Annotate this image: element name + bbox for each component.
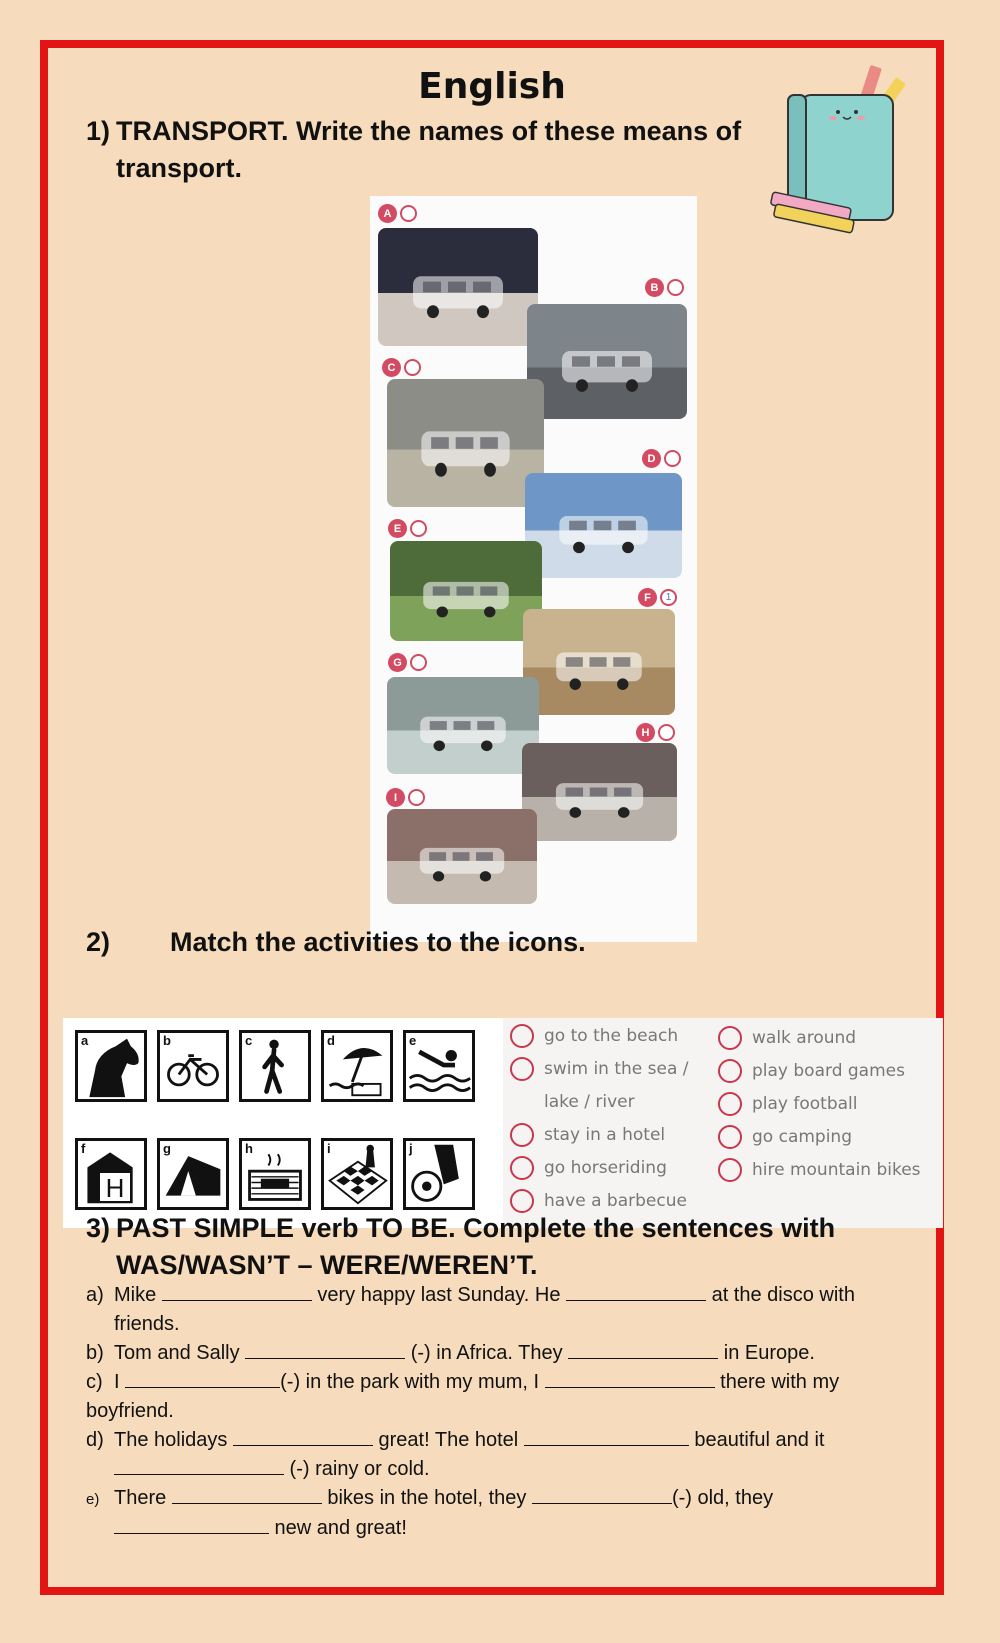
train-photo <box>387 379 544 507</box>
section-1-heading <box>86 113 741 187</box>
monorail-photo <box>378 228 538 346</box>
answer-blank[interactable] <box>245 1340 405 1359</box>
sentence-text: beautiful and it <box>688 1429 825 1451</box>
hotel-letter: H <box>100 1173 130 1201</box>
activity-label: lake / river <box>544 1092 635 1112</box>
activity-right-3[interactable] <box>718 1125 852 1149</box>
marker-f <box>638 588 677 607</box>
sentence-text: Mike <box>114 1284 162 1306</box>
sentence-text: There <box>114 1487 172 1509</box>
section-3-heading <box>86 1210 835 1284</box>
sentence-label: b) <box>86 1342 104 1364</box>
marker-a <box>378 204 417 223</box>
activity-label: hire mountain bikes <box>752 1160 921 1180</box>
page-title: English <box>418 66 566 107</box>
activity-right-0[interactable] <box>718 1026 856 1050</box>
icon-cell-g <box>157 1138 229 1210</box>
answer-circle[interactable] <box>667 279 684 296</box>
car-photo <box>527 304 687 419</box>
activity-label: swim in the sea / <box>544 1059 689 1079</box>
sentence-text: very happy last Sunday. He <box>311 1284 567 1306</box>
marker-letter: D <box>642 449 661 468</box>
marker-i <box>386 788 425 807</box>
activity-icons-grid <box>63 1018 503 1228</box>
marker-letter: A <box>378 204 397 223</box>
activity-list <box>503 1018 943 1228</box>
icon-letter: j <box>409 1141 413 1156</box>
marker-letter: G <box>388 653 407 672</box>
section-1-number: 1) <box>86 116 111 146</box>
icon-letter: i <box>327 1141 331 1156</box>
answer-circle[interactable] <box>510 1024 534 1048</box>
icon-cell-h <box>239 1138 311 1210</box>
activity-left-0[interactable] <box>510 1024 678 1048</box>
sentence-text: I <box>114 1371 126 1393</box>
sentence-label: c) <box>86 1371 103 1393</box>
marker-d <box>642 449 681 468</box>
worksheet-frame <box>40 40 944 1595</box>
transport-photos <box>370 196 697 942</box>
bus-photo <box>387 809 537 904</box>
answer-circle[interactable] <box>408 789 425 806</box>
sentence-c-line-0 <box>86 1368 926 1426</box>
marker-g <box>388 653 427 672</box>
activity-label: stay in a hotel <box>544 1125 666 1145</box>
sentence-text: (-) in Africa. They <box>405 1342 569 1364</box>
bicycle-photo <box>523 609 675 715</box>
icon-letter: d <box>327 1033 335 1048</box>
marker-letter: H <box>636 723 655 742</box>
marker-b <box>645 278 684 297</box>
sentence-text: great! The hotel <box>372 1429 524 1451</box>
icon-letter: h <box>245 1141 253 1156</box>
answer-circle[interactable] <box>510 1057 534 1081</box>
activity-left-3[interactable] <box>510 1123 665 1147</box>
icon-cell-j <box>403 1138 475 1210</box>
sentence-text: (-) in the park with my mum, I <box>280 1371 545 1393</box>
activity-right-1[interactable] <box>718 1059 905 1083</box>
icon-letter: e <box>409 1033 417 1048</box>
sentence-label: a) <box>86 1284 104 1306</box>
section-1-line1: TRANSPORT. Write the names of these means of <box>116 116 742 146</box>
answer-circle[interactable] <box>718 1158 742 1182</box>
answer-blank[interactable] <box>162 1282 312 1301</box>
sentence-d-line-1 <box>86 1455 926 1484</box>
section-2-heading <box>86 924 786 961</box>
answer-circle[interactable] <box>510 1123 534 1147</box>
marker-letter: F <box>638 588 657 607</box>
chess-icon <box>324 1141 390 1207</box>
answer-blank[interactable] <box>172 1485 322 1504</box>
plane-photo <box>525 473 682 578</box>
marker-letter: I <box>386 788 405 807</box>
answer-circle[interactable] <box>664 450 681 467</box>
section-3-line2: WAS/WASN’T – WERE/WEREN’T. <box>116 1250 538 1280</box>
sentence-label: e) <box>86 1491 100 1508</box>
sentence-b-line-0 <box>86 1339 926 1368</box>
answer-blank[interactable] <box>532 1485 672 1504</box>
activity-left-2[interactable] <box>510 1090 635 1114</box>
icon-cell-d <box>321 1030 393 1102</box>
sentence-text: (-) old, they <box>671 1487 774 1509</box>
marker-c <box>382 358 421 377</box>
answer-blank[interactable] <box>566 1282 706 1301</box>
sentence-e-line-1 <box>86 1514 926 1543</box>
icon-cell-a <box>75 1030 147 1102</box>
sentence-text: The holidays <box>114 1429 233 1451</box>
answer-blank[interactable] <box>114 1515 269 1534</box>
section-3-number: 3) <box>86 1213 111 1243</box>
activity-label: go camping <box>752 1127 852 1147</box>
sentence-text: in Europe. <box>718 1342 815 1364</box>
answer-circle[interactable] <box>718 1059 742 1083</box>
answer-circle[interactable] <box>718 1092 742 1116</box>
icon-cell-e <box>403 1030 475 1102</box>
icon-letter: c <box>245 1033 253 1048</box>
answer-blank[interactable] <box>233 1427 373 1446</box>
football-icon <box>406 1141 472 1207</box>
answer-circle[interactable] <box>410 654 427 671</box>
answer-circle[interactable] <box>718 1026 742 1050</box>
activity-label: go to the beach <box>544 1026 679 1046</box>
icon-cell-i <box>321 1138 393 1210</box>
sentence-e-line-0 <box>86 1484 926 1514</box>
answer-circle[interactable] <box>718 1125 742 1149</box>
answer-circle[interactable] <box>400 205 417 222</box>
icon-letter: a <box>81 1033 89 1048</box>
answer-blank[interactable] <box>568 1340 718 1359</box>
activity-label: play football <box>752 1094 858 1114</box>
section-1-line2: transport. <box>116 153 243 183</box>
icon-letter: f <box>81 1141 86 1156</box>
sentence-text: (-) rainy or cold. <box>284 1458 430 1480</box>
section-2-number: 2) <box>86 927 111 957</box>
sentence-a-line-1 <box>86 1310 926 1339</box>
sentence-a-line-0 <box>86 1281 926 1310</box>
activity-label: go horseriding <box>544 1158 667 1178</box>
answer-circle[interactable] <box>658 724 675 741</box>
icon-cell-f <box>75 1138 147 1210</box>
marker-letter: C <box>382 358 401 377</box>
sentence-label: d) <box>86 1429 104 1451</box>
sentence-text: friends. <box>114 1313 180 1335</box>
sentence-list <box>86 1281 926 1543</box>
answer-blank[interactable] <box>125 1369 280 1388</box>
marker-h <box>636 723 675 742</box>
taxi-photo <box>522 743 677 841</box>
icon-letter: g <box>163 1141 171 1156</box>
marker-e <box>388 519 427 538</box>
answer-circle[interactable] <box>510 1156 534 1180</box>
activity-label: play board games <box>752 1061 905 1081</box>
answer-circle[interactable] <box>410 520 427 537</box>
activity-right-2[interactable] <box>718 1092 858 1116</box>
answer-circle[interactable] <box>404 359 421 376</box>
icon-cell-c <box>239 1030 311 1102</box>
activity-left-1[interactable] <box>510 1057 689 1081</box>
coach-photo <box>390 541 542 641</box>
sentence-d-line-0 <box>86 1426 926 1455</box>
icon-cell-b <box>157 1030 229 1102</box>
marker-letter: E <box>388 519 407 538</box>
notebook-pencils-icon <box>766 60 916 235</box>
section-2-title: Match the activities to the icons. <box>170 927 586 957</box>
answer-blank[interactable] <box>524 1427 689 1446</box>
sentence-text: at the disco with <box>706 1284 855 1306</box>
activity-left-4[interactable] <box>510 1156 667 1180</box>
activity-label: walk around <box>752 1028 857 1048</box>
answer-blank[interactable] <box>114 1456 284 1475</box>
ferry-photo <box>387 677 539 774</box>
icon-letter: b <box>163 1033 171 1048</box>
sentence-text: Tom and Sally <box>114 1342 246 1364</box>
activity-label: have a barbecue <box>544 1191 687 1211</box>
sentence-text: bikes in the hotel, they <box>321 1487 532 1509</box>
sentence-text: new and great! <box>269 1517 407 1539</box>
sentence-text: there with my boyfriend. <box>86 1371 840 1422</box>
answer-blank[interactable] <box>545 1369 715 1388</box>
section-3-line1: PAST SIMPLE verb TO BE. Complete the sentences with <box>116 1213 836 1243</box>
answer-circle[interactable]: 1 <box>660 589 677 606</box>
activity-right-4[interactable] <box>718 1158 921 1182</box>
marker-letter: B <box>645 278 664 297</box>
